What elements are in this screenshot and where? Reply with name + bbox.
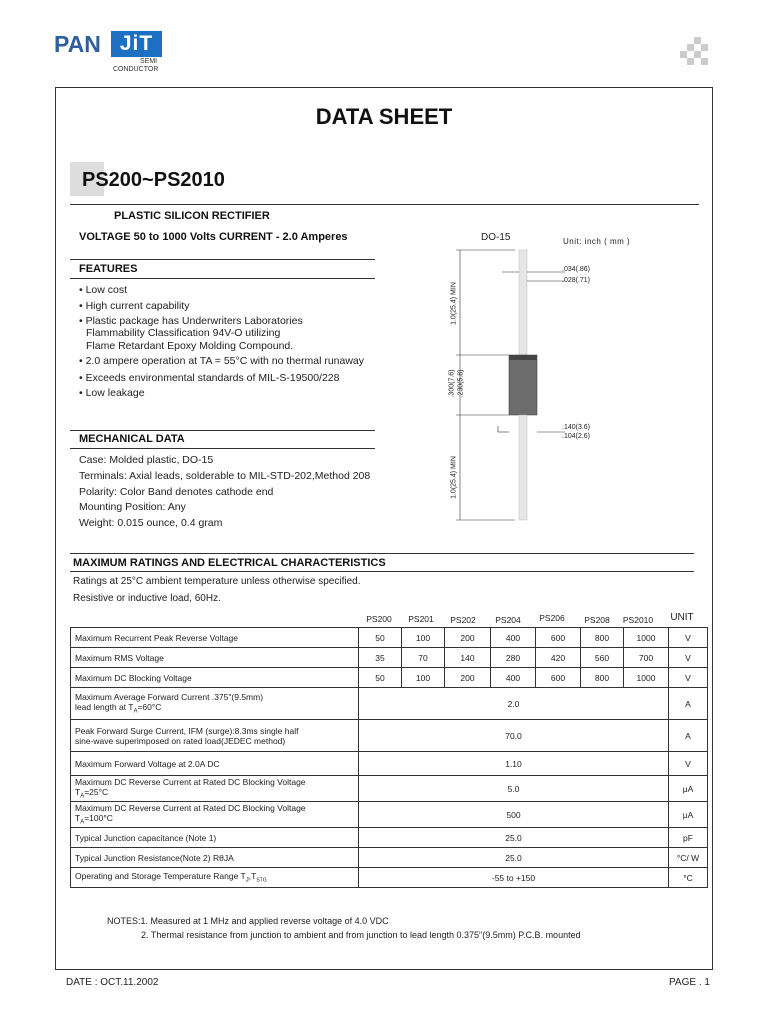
cell: 140 <box>445 648 491 668</box>
features-heading: FEATURES <box>79 263 138 275</box>
table-row <box>71 802 708 828</box>
row-description-line: Peak Forward Surge Current, IFM (surge):8.3ms single half <box>75 725 299 736</box>
table-row <box>71 828 708 848</box>
table-row <box>71 648 708 668</box>
unit-cell: pF <box>669 828 708 848</box>
row-description: Typical Junction capacitance (Note 1) <box>71 828 359 848</box>
row-description-line <box>75 787 354 800</box>
feature-item: Flame Retardant Epoxy Molding Compound. <box>86 340 294 352</box>
feature-item: • Plastic package has Underwriters Laboratories <box>79 315 303 327</box>
feature-item: • Low cost <box>79 284 128 296</box>
unit-cell: V <box>669 752 708 776</box>
unit-cell: μA <box>669 802 708 828</box>
subscript: A <box>133 708 138 715</box>
footer-date: DATE : OCT.11.2002 <box>66 977 159 988</box>
divider <box>70 204 699 205</box>
part-number: PS200~PS2010 <box>82 169 225 191</box>
package-label: DO-15 <box>481 232 511 243</box>
cell: 280 <box>491 648 536 668</box>
ratings-note: Resistive or inductive load, 60Hz. <box>73 593 221 604</box>
column-header: PS2010 <box>622 615 654 625</box>
cell: 70 <box>402 648 445 668</box>
unit-column-header: UNIT <box>670 612 694 623</box>
desc-text: T <box>75 787 81 798</box>
voltage-current-line: VOLTAGE 50 to 1000 Volts CURRENT - 2.0 Amperes <box>79 231 348 243</box>
merged-value-cell: 25.0 <box>359 828 669 848</box>
mechanical-item: Case: Molded plastic, DO-15 <box>79 454 214 466</box>
unit-cell: V <box>669 668 708 688</box>
cell: 800 <box>581 628 624 648</box>
page-title: DATA SHEET <box>315 104 453 129</box>
merged-value-cell: 25.0 <box>359 848 669 868</box>
cell: 200 <box>445 668 491 688</box>
divider <box>70 553 694 554</box>
desc-text: lead length at T <box>75 702 134 713</box>
lead-dia-min: .028(.71) <box>562 277 591 284</box>
cell: 420 <box>536 648 581 668</box>
row-description <box>71 720 359 752</box>
feature-item: • 2.0 ampere operation at TA = 55°C with no thermal runaway <box>79 355 365 367</box>
row-description-line: Maximum Average Forward Current .375"(9.5mm) <box>75 692 264 703</box>
subscript: A <box>80 819 85 826</box>
feature-item: • Exceeds environmental standards of MIL-S-19500/228 <box>79 372 340 384</box>
top-lead-length: 1.0(25.4) MIN <box>450 282 458 325</box>
row-description: Maximum Recurrent Peak Reverse Voltage <box>71 628 359 648</box>
table-row <box>71 868 708 888</box>
row-description-line <box>75 813 354 826</box>
subscript: A <box>80 793 85 800</box>
row-description-line: Maximum DC Reverse Current at Rated DC Blocking Voltage <box>75 803 306 814</box>
unit-cell: A <box>669 720 708 752</box>
column-header: PS200 <box>366 614 392 624</box>
mechanical-item: Mounting Position: Any <box>79 501 186 513</box>
cell: 200 <box>445 628 491 648</box>
subscript: STG <box>256 877 267 884</box>
desc-text: =60°C <box>137 702 162 713</box>
row-description-line <box>75 702 354 715</box>
unit-cell: μA <box>669 776 708 802</box>
merged-value-cell: 2.0 <box>359 688 669 720</box>
product-type: PLASTIC SILICON RECTIFIER <box>114 210 270 222</box>
cell: 400 <box>491 668 536 688</box>
cell: 400 <box>491 628 536 648</box>
cell: 100 <box>402 628 445 648</box>
column-header: PS206 <box>539 613 565 623</box>
row-description: Maximum Forward Voltage at 2.0A DC <box>71 752 359 776</box>
subscript: J <box>245 877 249 884</box>
cell: 600 <box>536 668 581 688</box>
bottom-lead-length: 1.0(25.4) MIN <box>450 456 458 499</box>
unit-cell: V <box>669 648 708 668</box>
logo-pan: PAN <box>54 31 101 57</box>
table-row <box>71 776 708 802</box>
mechanical-item: Terminals: Axial leads, solderable to MIL-STD-202,Method 208 <box>79 470 371 482</box>
ratings-table <box>70 627 708 888</box>
do15-package-drawing <box>440 248 620 528</box>
row-description: Maximum RMS Voltage <box>71 648 359 668</box>
divider <box>70 571 694 572</box>
cell: 50 <box>359 668 402 688</box>
cell: 800 <box>581 668 624 688</box>
table-row <box>71 848 708 868</box>
column-header: PS204 <box>495 615 521 625</box>
merged-value-cell: 5.0 <box>359 776 669 802</box>
note-1: NOTES:1. Measured at 1 MHz and applied reverse voltage of 4.0 VDC <box>107 916 389 926</box>
table-row <box>71 720 708 752</box>
mechanical-item: Polarity: Color Band denotes cathode end <box>79 486 274 498</box>
table-row <box>71 688 708 720</box>
note-2: 2. Thermal resistance from junction to ambient and from junction to lead length 0.375"(9.5mm) P.C.B. mounted <box>141 930 581 940</box>
cell: 35 <box>359 648 402 668</box>
unit-cell: V <box>669 628 708 648</box>
row-description <box>71 802 359 828</box>
logo-semi: SEMI <box>140 58 158 65</box>
row-description-line: Maximum DC Reverse Current at Rated DC Blocking Voltage <box>75 777 306 788</box>
cell: 50 <box>359 628 402 648</box>
column-header: PS201 <box>408 614 434 624</box>
body-length-max: .300(7.6) <box>448 369 456 398</box>
row-description: Maximum DC Blocking Voltage <box>71 668 359 688</box>
divider <box>70 448 375 449</box>
merged-value-cell: 70.0 <box>359 720 669 752</box>
feature-item: Flammability Classification 94V-O utilizing <box>86 327 281 339</box>
row-description <box>71 776 359 802</box>
footer-page: PAGE . 1 <box>669 977 710 988</box>
divider <box>70 430 375 431</box>
row-description: Typical Junction Resistance(Note 2) RθJA <box>71 848 359 868</box>
logo-jit: JiT <box>111 31 162 57</box>
feature-item: • High current capability <box>79 300 190 312</box>
ratings-heading: MAXIMUM RATINGS AND ELECTRICAL CHARACTERISTICS <box>73 557 386 569</box>
table-row <box>71 668 708 688</box>
body-dia-min: .104(2.6) <box>562 433 591 440</box>
body-length-min: .230(5.8) <box>457 369 465 398</box>
merged-value-cell: 1.10 <box>359 752 669 776</box>
unit-note: Unit: inch ( mm ) <box>563 237 631 246</box>
ratings-note: Ratings at 25°C ambient temperature unless otherwise specified. <box>73 576 361 587</box>
divider <box>70 259 375 260</box>
desc-text: ,T <box>248 871 257 882</box>
unit-cell: °C <box>669 868 708 888</box>
desc-text: Operating and Storage Temperature Range T <box>75 871 246 882</box>
unit-cell: °C/ W <box>669 848 708 868</box>
cell: 700 <box>624 648 669 668</box>
cell: 1000 <box>624 668 669 688</box>
desc-text: T <box>75 813 81 824</box>
cell: 100 <box>402 668 445 688</box>
cell: 600 <box>536 628 581 648</box>
row-description <box>71 688 359 720</box>
merged-value-cell: 500 <box>359 802 669 828</box>
desc-text: =25°C <box>84 787 109 798</box>
mechanical-heading: MECHANICAL DATA <box>79 433 185 445</box>
column-header: PS208 <box>584 615 610 625</box>
table-row <box>71 752 708 776</box>
cell: 560 <box>581 648 624 668</box>
table-row <box>71 628 708 648</box>
desc-text: =100°C <box>84 813 113 824</box>
cell: 1000 <box>624 628 669 648</box>
mechanical-item: Weight: 0.015 ounce, 0.4 gram <box>79 517 223 529</box>
divider <box>70 278 375 279</box>
body-dia-max: .140(3.6) <box>562 424 591 431</box>
lead-dia-max: .034(.86) <box>562 266 591 273</box>
column-header: PS202 <box>450 615 476 625</box>
row-description <box>71 868 359 888</box>
merged-value-cell: -55 to +150 <box>359 868 669 888</box>
unit-cell: A <box>669 688 708 720</box>
row-description-line: sine-wave superimposed on rated load(JEDEC method) <box>75 735 286 746</box>
feature-item: • Low leakage <box>79 387 145 399</box>
logo-conductor: CONDUCTOR <box>113 66 159 73</box>
